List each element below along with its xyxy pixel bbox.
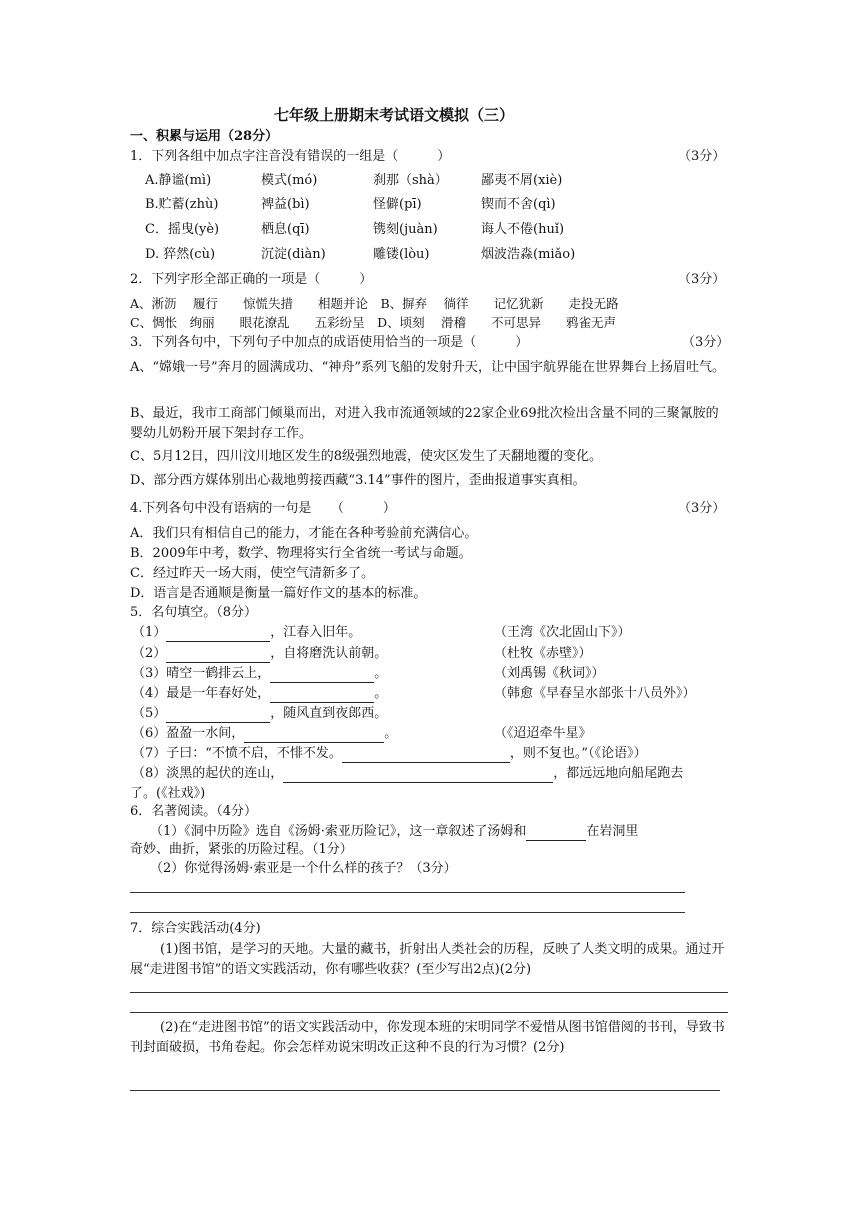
q4-stem: 4.下列各句中没有语病的一句是 （ ） — [130, 501, 396, 516]
q6-text: （1）《洞中历险》选自《汤姆·索亚历险记》，这一章叙述了汤姆和 — [150, 824, 527, 839]
q7-part2: (2)在“走进图书馆”的语文实践活动中，你发现本班的宋明同学不爱惜从图书馆借阅的书刊，导致书刊封面破损，书角卷起。你会怎样劝说宋明改正这种不良的行为习惯？(2分) — [130, 1020, 725, 1055]
q2-options-line: C、惆怅 绚丽 眼花潦乱 五彩纷呈 D、顷刻 滑稽 不可思异 鸦雀无声 — [130, 315, 617, 330]
q5-text: 。 — [374, 686, 388, 701]
q5-line — [132, 745, 647, 763]
fill-blank[interactable] — [166, 708, 270, 723]
q5-text: （6）盈盈一水间， — [132, 726, 245, 741]
q1-option-cell: D. 猝然(cù) — [145, 247, 216, 262]
q6-part1-continued: 奇妙、曲折，紧张的历险过程。（1分） — [130, 842, 353, 857]
q3-option-d: D、部分西方媒体别出心裁地剪接西藏“3.14”事件的图片，歪曲报道事实真相。 — [130, 473, 586, 488]
q6-part1 — [150, 823, 638, 841]
q5-text: （8）淡黑的起伏的连山， — [132, 766, 284, 781]
q2-options-line: A、淅沥 履行 惊慌失措 相题并论 B、摒弃 徜徉 记忆犹新 走投无路 — [130, 296, 619, 311]
q5-line — [132, 645, 387, 663]
q5-source: （杜牧《赤壁》） — [494, 646, 592, 661]
q2-score: （3分） — [678, 272, 726, 287]
q1-option-cell: C．摇曳(yè) — [145, 222, 220, 237]
q5-line — [132, 665, 387, 683]
q1-option-cell: 鄙夷不屑(xiè) — [481, 173, 563, 188]
q1-option-cell: 沉淀(diàn) — [261, 247, 326, 262]
q7-part1: (1)图书馆，是学习的天地。大量的藏书，折射出人类社会的历程，反映了人类文明的成果。通过开展“走进图书馆”的语文实践活动，你有哪些收获？(至少写出2点)(2分) — [130, 942, 725, 977]
fill-blank[interactable] — [244, 728, 384, 743]
q5-text: 。 — [384, 726, 398, 741]
answer-line[interactable] — [130, 912, 685, 913]
fill-blank[interactable] — [166, 648, 270, 663]
q6-part2: （2）你觉得汤姆·索亚是一个什么样的孩子？（3分） — [150, 861, 457, 876]
q5-text: （4）最是一年春好处， — [132, 686, 271, 701]
fill-blank[interactable] — [166, 627, 270, 642]
q4-score: （3分） — [678, 501, 726, 516]
fill-blank[interactable] — [283, 768, 553, 783]
q5-text: ，自将磨洗认前朝。 — [270, 646, 388, 661]
q5-number: （2） — [132, 646, 167, 661]
answer-line[interactable] — [130, 892, 685, 893]
q3-stem: 3．下列各句中，下列句子中加点的成语使用恰当的一项是（ ） — [130, 335, 529, 350]
q7-stem: 7．综合实践活动(4分) — [130, 921, 261, 936]
fill-blank[interactable] — [270, 668, 374, 683]
q1-option-cell: 烟波浩淼(miǎo) — [481, 247, 576, 262]
section-heading: 一、积累与运用（28分） — [130, 129, 279, 144]
q5-text: （3）晴空一鹤排云上， — [132, 666, 271, 681]
q1-option-cell: 镌刻(juàn) — [373, 222, 438, 237]
q1-option-cell: A.静谧(mì) — [145, 173, 212, 188]
q1-option-cell: 锲而不舍(qì) — [481, 197, 556, 212]
q1-option-cell: 刹那（shà） — [373, 173, 448, 188]
q5-text: ，随风直到夜郎西。 — [270, 706, 388, 721]
q5-text: ，则不复也。”（《论语》） — [509, 746, 647, 761]
answer-line[interactable] — [130, 1090, 720, 1091]
q1-option-cell: 模式(mó) — [261, 173, 318, 188]
q6-text: 在岩洞里 — [586, 824, 639, 839]
q5-source: （刘禹锡《秋词》） — [494, 666, 605, 681]
q5-number: （5） — [132, 706, 167, 721]
q6-stem: 6．名著阅读。（4分） — [130, 804, 258, 819]
fill-blank[interactable] — [270, 688, 374, 703]
q3-option-b: B、最近，我市工商部门倾巢而出，对进入我市流通领域的22家企业69批次检出含量不同的三聚氰胺的婴幼儿奶粉开展下架封存工作。 — [130, 406, 719, 441]
q1-score: （3分） — [678, 149, 726, 164]
q1-option-cell: 怪僻(pī) — [373, 197, 422, 212]
q4-option-c: C．经过昨天一场大雨，使空气清新多了。 — [130, 566, 374, 581]
q5-source: （韩愈《早春呈水部张十八员外》） — [494, 686, 696, 701]
q1-option-cell: 诲人不倦(huǐ) — [481, 222, 565, 237]
q5-number: （1） — [132, 625, 167, 640]
q5-line — [132, 685, 387, 703]
page-title: 七年级上册期末考试语文模拟（三） — [274, 106, 515, 124]
q5-line — [132, 624, 361, 642]
q5-line — [132, 765, 683, 783]
q5-text: ，江春入旧年。 — [270, 625, 362, 640]
q3-option-a: A、“嫦娥一号”奔月的圆满成功、“神舟”系列飞船的发射升天，让中国宇航界能在世界舞台上扬眉吐气。 — [130, 360, 725, 375]
q5-line-continued: 了。(《社戏》) — [130, 786, 206, 801]
q5-text: ，都远远地向船尾跑去 — [553, 766, 684, 781]
q1-option-cell: 雕镂(lòu) — [373, 247, 430, 262]
q1-option-cell: 栖息(qī) — [261, 222, 310, 237]
q4-option-a: A．我们只有相信自己的能力，才能在各种考验前充满信心。 — [130, 526, 478, 541]
q1-stem: 1．下列各组中加点字注音没有错误的一组是（ ） — [130, 149, 451, 164]
q4-option-b: B．2009年中考，数学、物理将实行全省统一考试与命题。 — [130, 546, 472, 561]
q2-stem: 2．下列字形全部正确的一项是（ ） — [130, 272, 373, 287]
q3-score: （3分） — [682, 335, 730, 350]
q1-option-cell: 裨益(bì) — [261, 197, 310, 212]
q5-line — [132, 705, 387, 723]
fill-blank[interactable] — [342, 748, 510, 763]
q4-option-d: D．语言是否通顺是衡量一篇好作文的基本的标准。 — [130, 586, 427, 601]
q1-option-cell: B.贮蓄(zhù) — [145, 197, 219, 212]
q3-option-c: C、5月12日，四川汶川地区发生的8级强烈地震，使灾区发生了天翻地覆的变化。 — [130, 449, 603, 464]
q5-text: （7）子曰：“不愤不启，不悱不发。 — [132, 746, 342, 761]
q5-stem: 5．名句填空。（8分） — [130, 605, 258, 620]
q5-source: （《迢迢牵牛星》 — [494, 726, 592, 741]
fill-blank[interactable] — [526, 826, 586, 841]
q5-line — [132, 725, 397, 743]
answer-line[interactable] — [130, 1012, 728, 1013]
answer-line[interactable] — [130, 992, 728, 993]
q5-text: 。 — [374, 666, 388, 681]
q5-source: （王湾《次北固山下》） — [494, 625, 631, 640]
